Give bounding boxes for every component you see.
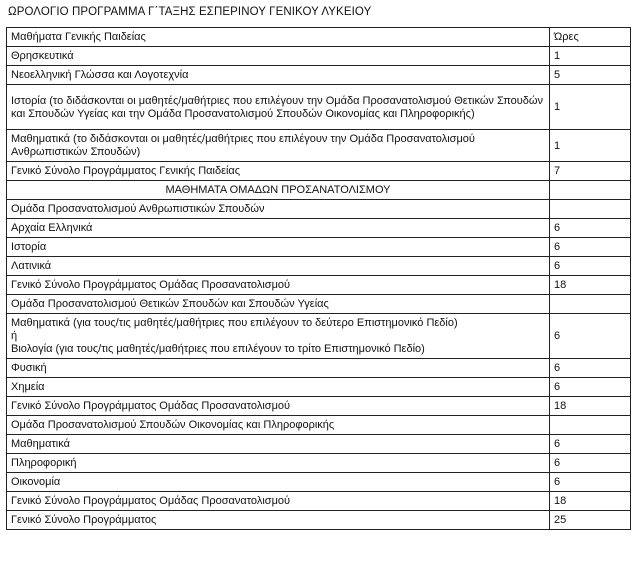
header-subject: Μαθήματα Γενικής Παιδείας (7, 28, 550, 47)
group-heading-row (7, 200, 631, 219)
hours-cell: 6 (550, 238, 631, 257)
subject-cell: Μαθηματικά (το διδάσκονται οι μαθητές/μαθήτριες που επιλέγουν την Ομάδα Προσανατολισμού Ανθρωπιστικών Σπουδών) (7, 130, 550, 162)
hours-cell: 6 (550, 435, 631, 454)
orientation-heading: ΜΑΘΗΜΑΤΑ ΟΜΑΔΩΝ ΠΡΟΣΑΝΑΤΟΛΙΣΜΟΥ (7, 181, 550, 200)
subject-cell: Χημεία (7, 378, 550, 397)
table-row (7, 492, 631, 511)
table-row (7, 47, 631, 66)
grand-total-row (7, 511, 631, 530)
table-row (7, 314, 631, 359)
group-heading-row (7, 295, 631, 314)
table-row (7, 219, 631, 238)
subject-cell: Γενικό Σύνολο Προγράμματος Γενικής Παιδείας (7, 162, 550, 181)
subject-cell: Γενικό Σύνολο Προγράμματος Ομάδας Προσανατολισμού (7, 397, 550, 416)
table-row (7, 130, 631, 162)
table-row (7, 162, 631, 181)
table-row (7, 359, 631, 378)
grand-total-label: Γενικό Σύνολο Προγράμματος (7, 511, 550, 530)
group-name-economics: Ομάδα Προσανατολισμού Σπουδών Οικονομίας και Πληροφορικής (7, 416, 550, 435)
hours-cell: 6 (550, 257, 631, 276)
hours-cell: 1 (550, 130, 631, 162)
hours-cell: 18 (550, 492, 631, 511)
choice-or-line: ή (11, 330, 18, 342)
document-title: ΩΡΟΛΟΓΙΟ ΠΡΟΓΡΑΜΜΑ Γ΄ΤΑΞΗΣ ΕΣΠΕΡΙΝΟΥ ΓΕΝΙΚΟΥ ΛΥΚΕΙΟΥ (8, 6, 372, 18)
subject-cell: Μαθηματικά (7, 435, 550, 454)
group-heading-row (7, 416, 631, 435)
choice-math-line: Μαθηματικά (για τους/τις μαθητές/μαθήτριες που επιλέγουν το δεύτερο Επιστημονικό Πεδίο) (11, 317, 458, 329)
subject-cell: Νεοελληνική Γλώσσα και Λογοτεχνία (7, 66, 550, 85)
table-row (7, 66, 631, 85)
hours-cell: 1 (550, 47, 631, 66)
subject-cell: Γενικό Σύνολο Προγράμματος Ομάδας Προσανατολισμού (7, 492, 550, 511)
hours-cell: 6 (550, 378, 631, 397)
hours-cell: 1 (550, 85, 631, 130)
group-name-humanities: Ομάδα Προσανατολισμού Ανθρωπιστικών Σπουδών (7, 200, 550, 219)
hours-cell: 6 (550, 454, 631, 473)
group-name-science: Ομάδα Προσανατολισμού Θετικών Σπουδών και Σπουδών Υγείας (7, 295, 550, 314)
table-row (7, 454, 631, 473)
empty-hours-cell (550, 181, 631, 200)
hours-cell: 5 (550, 66, 631, 85)
subject-cell: Πληροφορική (7, 454, 550, 473)
subject-choice-cell (7, 314, 550, 359)
table-row (7, 276, 631, 295)
subject-cell: Οικονομία (7, 473, 550, 492)
section-heading-row (7, 181, 631, 200)
timetable (6, 27, 631, 530)
hours-cell: 18 (550, 397, 631, 416)
subject-cell: Ιστορία (7, 238, 550, 257)
header-hours: Ώρες (550, 28, 631, 47)
choice-biology-line: Βιολογία (για τους/τις μαθητές/μαθήτριες που επιλέγουν το τρίτο Επιστημονικό Πεδίο) (11, 343, 425, 355)
subject-cell: Ιστορία (το διδάσκονται οι μαθητές/μαθήτριες που επιλέγουν την Ομάδα Προσανατολισμού Θετικών Σπουδών και Σπουδών Υγείας και την Ομάδα Προσανατολισμού Σπουδών Οικονομίας και Πληροφορικής) (7, 85, 550, 130)
subject-cell: Θρησκευτικά (7, 47, 550, 66)
hours-cell: 7 (550, 162, 631, 181)
table-row (7, 238, 631, 257)
empty-hours-cell (550, 200, 631, 219)
hours-cell: 6 (550, 473, 631, 492)
table-row (7, 473, 631, 492)
hours-cell: 6 (550, 359, 631, 378)
subject-cell: Φυσική (7, 359, 550, 378)
table-row (7, 85, 631, 130)
hours-cell: 18 (550, 276, 631, 295)
table-row (7, 257, 631, 276)
hours-cell: 6 (550, 219, 631, 238)
table-header-row (7, 28, 631, 47)
table-row (7, 378, 631, 397)
subject-cell: Γενικό Σύνολο Προγράμματος Ομάδας Προσανατολισμού (7, 276, 550, 295)
table-row (7, 397, 631, 416)
hours-cell: 6 (550, 314, 631, 359)
empty-hours-cell (550, 416, 631, 435)
subject-cell: Αρχαία Ελληνικά (7, 219, 550, 238)
subject-cell: Λατινικά (7, 257, 550, 276)
empty-hours-cell (550, 295, 631, 314)
grand-total-hours: 25 (550, 511, 631, 530)
table-row (7, 435, 631, 454)
